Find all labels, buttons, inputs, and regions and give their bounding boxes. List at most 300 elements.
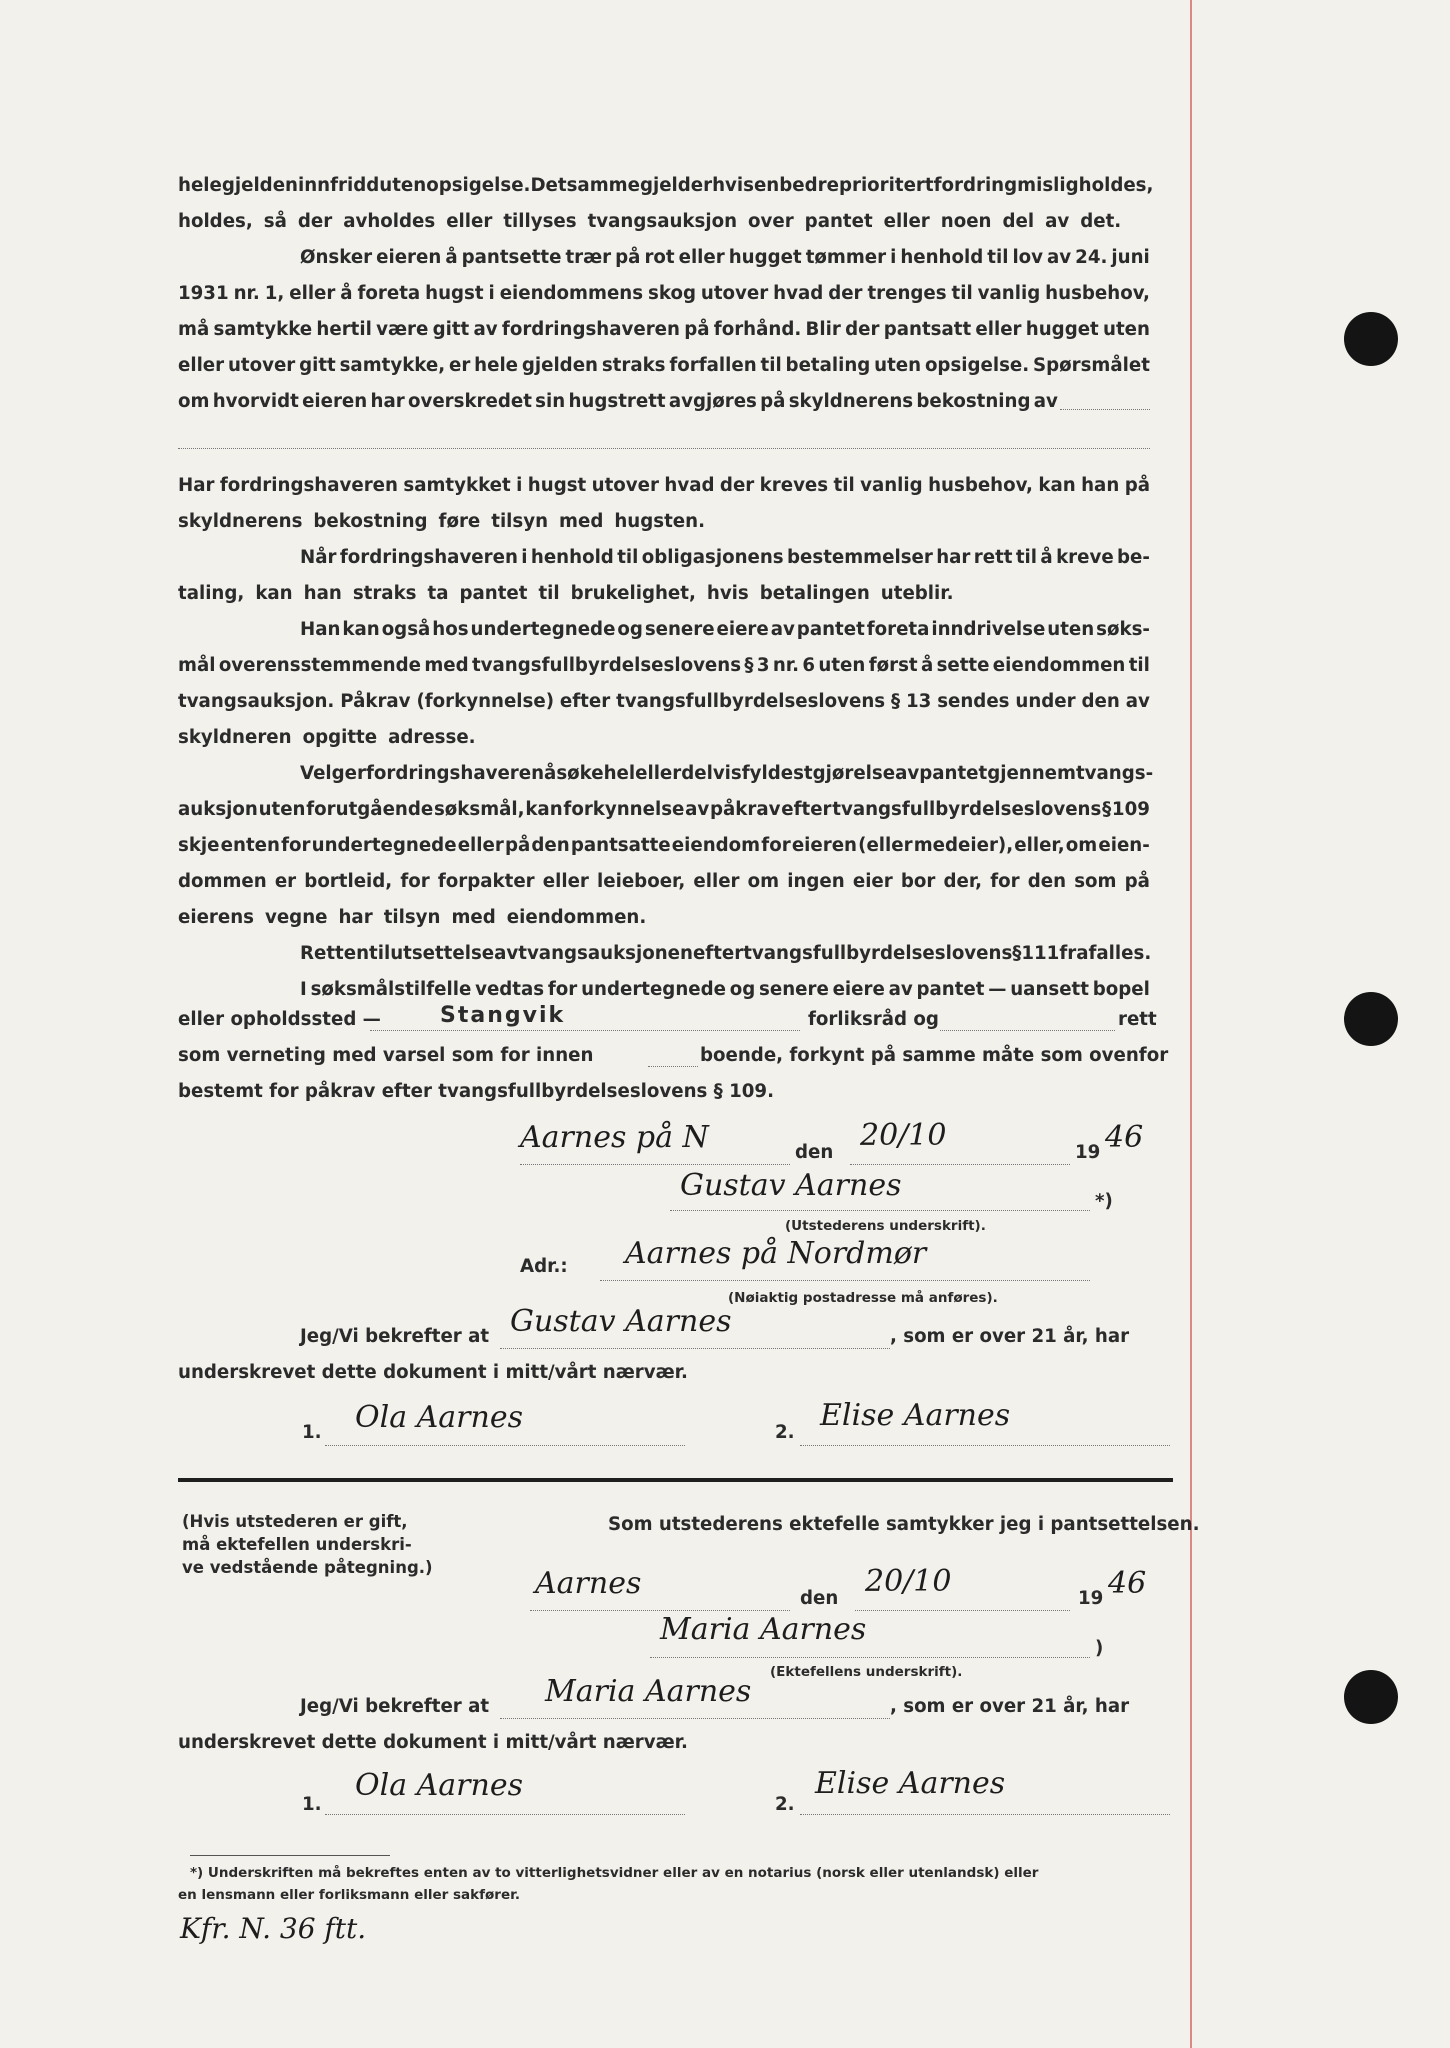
word: vedtas: [475, 979, 545, 1000]
word: til: [1015, 547, 1038, 568]
word: (eller: [858, 835, 913, 856]
word: hos: [432, 619, 469, 640]
word: på: [760, 391, 786, 412]
text-line: [178, 828, 1150, 864]
text-line: [178, 468, 1150, 504]
word: opsigelse.: [426, 175, 531, 196]
word: pantet: [916, 979, 985, 1000]
fill-line: [940, 1030, 1115, 1031]
fill-line: [650, 1657, 1090, 1658]
word: opgitte: [302, 727, 378, 748]
text-line: [300, 936, 1150, 972]
word: obligasjonens: [641, 547, 784, 568]
word: søke: [556, 763, 604, 784]
word: gjelden: [521, 355, 598, 376]
word: kan: [525, 799, 563, 820]
word: pantet: [804, 211, 873, 232]
word: i: [488, 283, 495, 304]
word: bortleid,: [304, 871, 393, 892]
word: på: [615, 247, 641, 268]
word: og: [729, 979, 756, 1000]
venue-line2-prefix: som verneting med varsel som for innen: [178, 1045, 594, 1066]
word: undertegnede: [311, 835, 457, 856]
word: av: [770, 619, 795, 640]
venue-forliksrad: forliksråd og: [808, 1009, 939, 1030]
word: Han: [300, 619, 341, 640]
fill-line: [370, 1030, 800, 1031]
word: uten: [379, 175, 427, 196]
word: rett: [973, 547, 1013, 568]
word: bestemmelser: [787, 547, 933, 568]
text-line: [178, 648, 1150, 684]
word: Har: [178, 475, 215, 496]
word: bekostning: [313, 511, 428, 532]
den-label: den: [795, 1142, 834, 1163]
word: eiendommen: [992, 655, 1126, 676]
word: Retten: [300, 943, 370, 964]
word: i: [521, 547, 528, 568]
word: hele: [474, 355, 519, 376]
word: mål: [178, 655, 216, 676]
word: hvis: [712, 175, 754, 196]
word: forpakter: [437, 871, 535, 892]
word: forkynnelse: [563, 799, 685, 820]
word: kreve: [1056, 547, 1114, 568]
word: overskredet: [407, 391, 532, 412]
word: be-: [1117, 547, 1150, 568]
text-line: [178, 900, 1150, 936]
word: frafalles.: [1059, 943, 1152, 964]
word: sendes: [937, 691, 1010, 712]
word: under: [1015, 691, 1076, 712]
word: tvangsfullbyrdelseslovens: [616, 691, 886, 712]
word: der: [719, 475, 755, 496]
signature-caption: (Utstederens underskrift).: [785, 1218, 986, 1234]
word: skyldneren: [178, 727, 292, 748]
word: Når: [300, 547, 337, 568]
word: straks: [601, 355, 666, 376]
word: først: [868, 655, 918, 676]
word: hvorvidt: [212, 391, 299, 412]
fill-line: [325, 1814, 685, 1815]
word: tilsyn: [383, 907, 441, 928]
word: der: [297, 211, 333, 232]
word: forhånd.: [713, 319, 802, 340]
punch-hole-3: [1344, 1670, 1398, 1724]
venue-line2-suffix: boende, forkynt på samme måte som ovenfor: [700, 1045, 1169, 1066]
text-line: [178, 168, 1154, 204]
spouse-witness-line2: underskrevet dette dokument i mitt/vårt nærvær.: [178, 1732, 688, 1753]
word: eien-: [1098, 835, 1150, 856]
word: delvis: [681, 763, 742, 784]
spouse-witness-subject-handwritten: Maria Aarnes: [545, 1674, 752, 1709]
word: uteblir.: [880, 583, 954, 604]
word: uansett: [1010, 979, 1089, 1000]
word: Spørsmålet: [1033, 355, 1150, 376]
word: betalingen: [759, 583, 870, 604]
word: sette: [936, 655, 990, 676]
text-line: [178, 720, 1150, 756]
word: rot: [644, 247, 675, 268]
word: søks-: [1096, 619, 1150, 640]
spouse-witness-2-number: 2.: [775, 1794, 795, 1815]
word: lov: [1012, 247, 1044, 268]
word: å: [445, 247, 458, 268]
fill-line: [530, 1610, 790, 1611]
word: misligholdes,: [1017, 175, 1154, 196]
word: av: [1033, 391, 1058, 412]
word: taling,: [178, 583, 245, 604]
word: for: [281, 835, 311, 856]
word: leieboer,: [597, 871, 686, 892]
fill-line: [850, 1164, 1070, 1165]
word: eller: [883, 211, 930, 232]
word: brukelighet,: [570, 583, 696, 604]
word: den: [1027, 871, 1067, 892]
word: hugst: [425, 283, 484, 304]
word: adresse.: [388, 727, 476, 748]
witness-subject-handwritten: Gustav Aarnes: [510, 1304, 732, 1339]
date-handwritten: 20/10: [860, 1118, 947, 1153]
word: der,: [943, 871, 983, 892]
word: eller: [542, 871, 589, 892]
word: tvangsauksjon.: [178, 691, 335, 712]
word: undertegnede: [581, 979, 726, 1000]
word: samtykke,: [339, 355, 446, 376]
word: efter: [781, 799, 832, 820]
word: 24.: [1075, 247, 1108, 268]
word: tillyses: [503, 211, 577, 232]
fill-line: [500, 1348, 890, 1349]
footnote-rule: [190, 1855, 390, 1856]
spouse-witness-intro: Jeg/Vi bekrefter at: [300, 1696, 490, 1717]
word: tvangsfullbyrdelseslovens: [471, 655, 742, 676]
word: 6: [802, 655, 816, 676]
word: samtykket: [403, 475, 511, 496]
spouse-place-handwritten: Aarnes: [535, 1566, 642, 1601]
word: eller,: [1014, 835, 1065, 856]
word: eller: [693, 871, 740, 892]
spouse-year-prefix: 19: [1078, 1588, 1104, 1609]
text-line: [178, 684, 1150, 720]
word: innfridd: [297, 175, 380, 196]
word: efter: [692, 943, 744, 964]
word: utsettelse: [390, 943, 495, 964]
word: §: [744, 655, 754, 676]
text-line: [178, 792, 1150, 828]
word: uten: [1103, 319, 1150, 340]
section-divider: [178, 1478, 1173, 1482]
word: kan: [255, 583, 293, 604]
word: å: [1040, 547, 1053, 568]
text-line: [300, 972, 1150, 1008]
word: eiere: [716, 619, 769, 640]
word: er: [449, 355, 471, 376]
word: hvis: [706, 583, 749, 604]
margin-note-handwritten: Kfr. N. 36 ftt.: [180, 1912, 367, 1945]
word: 1931: [178, 283, 229, 304]
word: eller: [289, 283, 336, 304]
word: med: [424, 655, 469, 676]
spouse-signature-caption: (Ektefellens underskrift).: [770, 1664, 963, 1680]
word: utover: [700, 283, 769, 304]
word: uten: [258, 799, 306, 820]
spouse-witness-2-signature: Elise Aarnes: [815, 1766, 1006, 1801]
spouse-note-3: ve vedstående påtegning.): [182, 1558, 433, 1577]
word: det.: [1080, 211, 1122, 232]
word: av: [888, 979, 913, 1000]
word: skyldnerens: [178, 511, 303, 532]
word: del: [1002, 211, 1035, 232]
word: forutgående: [306, 799, 434, 820]
text-line: [178, 348, 1150, 384]
text-line: [178, 276, 1150, 312]
word: ta: [427, 583, 449, 604]
word: gjelden: [221, 175, 298, 196]
word: eieren: [376, 247, 442, 268]
word: hvad: [664, 475, 715, 496]
word: for: [400, 871, 430, 892]
witness-1-number: 1.: [302, 1422, 322, 1443]
word: uten: [1047, 619, 1095, 640]
witness-line2: underskrevet dette dokument i mitt/vårt nærvær.: [178, 1362, 688, 1383]
word: samtykke: [213, 319, 313, 340]
witness-2-number: 2.: [775, 1422, 795, 1443]
signature-mark: *): [1095, 1191, 1113, 1212]
word: til: [369, 943, 391, 964]
word: til: [1128, 655, 1150, 676]
word: eieren: [791, 835, 857, 856]
word: Det: [530, 175, 567, 196]
spouse-year-handwritten: 46: [1108, 1566, 1147, 1601]
word: til: [617, 547, 639, 568]
word: til: [760, 355, 782, 376]
fill-line: [325, 1445, 685, 1446]
word: på: [504, 835, 531, 856]
word: eller: [678, 247, 725, 268]
word: hugget: [1025, 319, 1099, 340]
word: så: [263, 211, 287, 232]
word: nr.: [772, 655, 800, 676]
text-line: [300, 756, 1154, 792]
word: uten: [874, 355, 922, 376]
word: vanlig: [977, 283, 1041, 304]
word: henhold: [900, 247, 984, 268]
word: en: [753, 175, 780, 196]
word: §: [891, 691, 901, 712]
address-caption: (Nøiaktig postadresse må anføres).: [728, 1290, 998, 1306]
text-line: [300, 540, 1150, 576]
word: avholdes: [343, 211, 436, 232]
fill-line: [670, 1210, 1090, 1211]
word: trenges: [867, 283, 947, 304]
margin-rule: [1190, 0, 1192, 2048]
word: eller: [635, 763, 682, 784]
word: til: [951, 283, 973, 304]
word: holdes,: [178, 211, 253, 232]
word: av: [685, 799, 710, 820]
word: 111: [1021, 943, 1060, 964]
word: hel: [603, 763, 636, 784]
adr-label: Adr.:: [520, 1256, 568, 1277]
word: av: [895, 763, 920, 784]
text-line: [178, 864, 1150, 900]
word: der: [845, 319, 880, 340]
word: i: [890, 247, 897, 268]
word: med: [559, 511, 604, 532]
word: bedre: [779, 175, 839, 196]
word: og: [617, 619, 643, 640]
issuer-signature: Gustav Aarnes: [680, 1168, 902, 1203]
fill-line: [500, 1718, 890, 1719]
word: av: [1125, 691, 1150, 712]
word: for: [761, 835, 791, 856]
word: senere: [644, 619, 715, 640]
word: eier: [852, 871, 893, 892]
word: gitt: [299, 355, 336, 376]
spouse-witness-1-number: 1.: [302, 1794, 322, 1815]
word: opsigelse.: [924, 355, 1030, 376]
word: tilsyn: [491, 511, 549, 532]
word: for: [990, 871, 1020, 892]
word: tvangsfullbyrdelseslovens: [832, 799, 1102, 820]
word: hugst: [527, 475, 587, 496]
punch-hole-2: [1344, 992, 1398, 1046]
spouse-signature: Maria Aarnes: [660, 1612, 867, 1647]
word: hertil: [316, 319, 372, 340]
word: på: [1124, 871, 1150, 892]
word: dommen: [178, 871, 267, 892]
word: han: [1081, 475, 1120, 496]
word: medeier),: [913, 835, 1014, 856]
word: uten: [818, 655, 866, 676]
word: fordring: [933, 175, 1018, 196]
word: sin: [535, 391, 566, 412]
word: av: [473, 319, 498, 340]
text-line: [178, 576, 1150, 612]
fill-line: [800, 1445, 1170, 1446]
word: å: [340, 283, 353, 304]
word: til: [538, 583, 560, 604]
venue-prefix: eller opholdssted —: [178, 1009, 381, 1030]
word: 3: [756, 655, 770, 676]
text-line: [178, 204, 1150, 240]
word: undertegnede: [470, 619, 616, 640]
word: skog: [648, 283, 696, 304]
word: er: [274, 871, 297, 892]
fill-line: [800, 1814, 1170, 1815]
word: Velger: [300, 763, 366, 784]
word: eller: [178, 355, 225, 376]
word: (forkynnelse): [416, 691, 555, 712]
spouse-note-1: (Hvis utstederen er gift,: [182, 1512, 408, 1531]
word: betaling: [785, 355, 871, 376]
word: 1,: [264, 283, 285, 304]
word: om: [1065, 835, 1098, 856]
word: auksjon: [178, 799, 258, 820]
witness-1-signature: Ola Aarnes: [355, 1400, 523, 1435]
punch-hole-1: [1344, 312, 1398, 366]
word: må: [178, 319, 210, 340]
witness-2-signature: Elise Aarnes: [820, 1398, 1011, 1433]
word: §: [1012, 943, 1022, 964]
word: som: [1074, 871, 1117, 892]
word: pantet: [459, 583, 528, 604]
fill-line: [600, 1280, 1090, 1281]
word: tvangsauksjonen: [518, 943, 693, 964]
word: vegne: [264, 907, 328, 928]
footnote-line-2: en lensmann eller forliksmann eller sakfører.: [178, 1887, 520, 1903]
fill-line: [520, 1164, 790, 1165]
word: av: [494, 943, 519, 964]
word: eller: [975, 319, 1022, 340]
word: Blir: [805, 319, 841, 340]
word: om: [747, 871, 780, 892]
word: eller: [446, 211, 493, 232]
text-line: [178, 312, 1150, 348]
place-handwritten: Aarnes på N: [520, 1120, 709, 1155]
word: påkrav: [710, 799, 781, 820]
word: henhold: [530, 547, 614, 568]
word: eiere: [832, 979, 885, 1000]
word: foreta: [866, 619, 930, 640]
word: ingen: [787, 871, 845, 892]
word: av: [1045, 211, 1070, 232]
word: —: [988, 979, 1007, 1000]
spouse-date-handwritten: 20/10: [865, 1564, 952, 1599]
word: kan: [342, 619, 380, 640]
word: gitt: [432, 319, 470, 340]
spouse-signature-mark: ): [1095, 1638, 1104, 1659]
word: senere: [759, 979, 829, 1000]
word: prioritert: [838, 175, 934, 196]
word: til: [987, 247, 1009, 268]
word: husbehov,: [1045, 283, 1150, 304]
word: eiendom: [671, 835, 761, 856]
word: hugsten.: [614, 511, 705, 532]
word: noen: [940, 211, 992, 232]
word: nr.: [233, 283, 260, 304]
word: på: [1124, 475, 1150, 496]
word: inndrivelse: [931, 619, 1046, 640]
word: pantet: [796, 619, 865, 640]
word: eiendommen.: [506, 907, 647, 928]
word: tømmer: [805, 247, 887, 268]
text-line: [178, 504, 1150, 540]
word: har: [338, 907, 373, 928]
word: foreta: [357, 283, 421, 304]
word: av: [1047, 247, 1072, 268]
word: kan: [1038, 475, 1076, 496]
word: om: [178, 391, 210, 412]
word: 109: [1111, 799, 1150, 820]
word: bopel: [1092, 979, 1150, 1000]
word: bekostning: [916, 391, 1031, 412]
word: til: [833, 475, 855, 496]
word: der: [828, 283, 863, 304]
spouse-witness-1-signature: Ola Aarnes: [355, 1768, 523, 1803]
word: hele: [178, 175, 222, 196]
word: tvangs-: [1075, 763, 1154, 784]
word: på: [684, 319, 710, 340]
word: enten: [220, 835, 280, 856]
word: straks: [352, 583, 417, 604]
word: være: [376, 319, 429, 340]
word: forfallen: [669, 355, 757, 376]
year-handwritten: 46: [1105, 1120, 1144, 1155]
fill-line: [648, 1066, 698, 1067]
word: har: [370, 391, 405, 412]
